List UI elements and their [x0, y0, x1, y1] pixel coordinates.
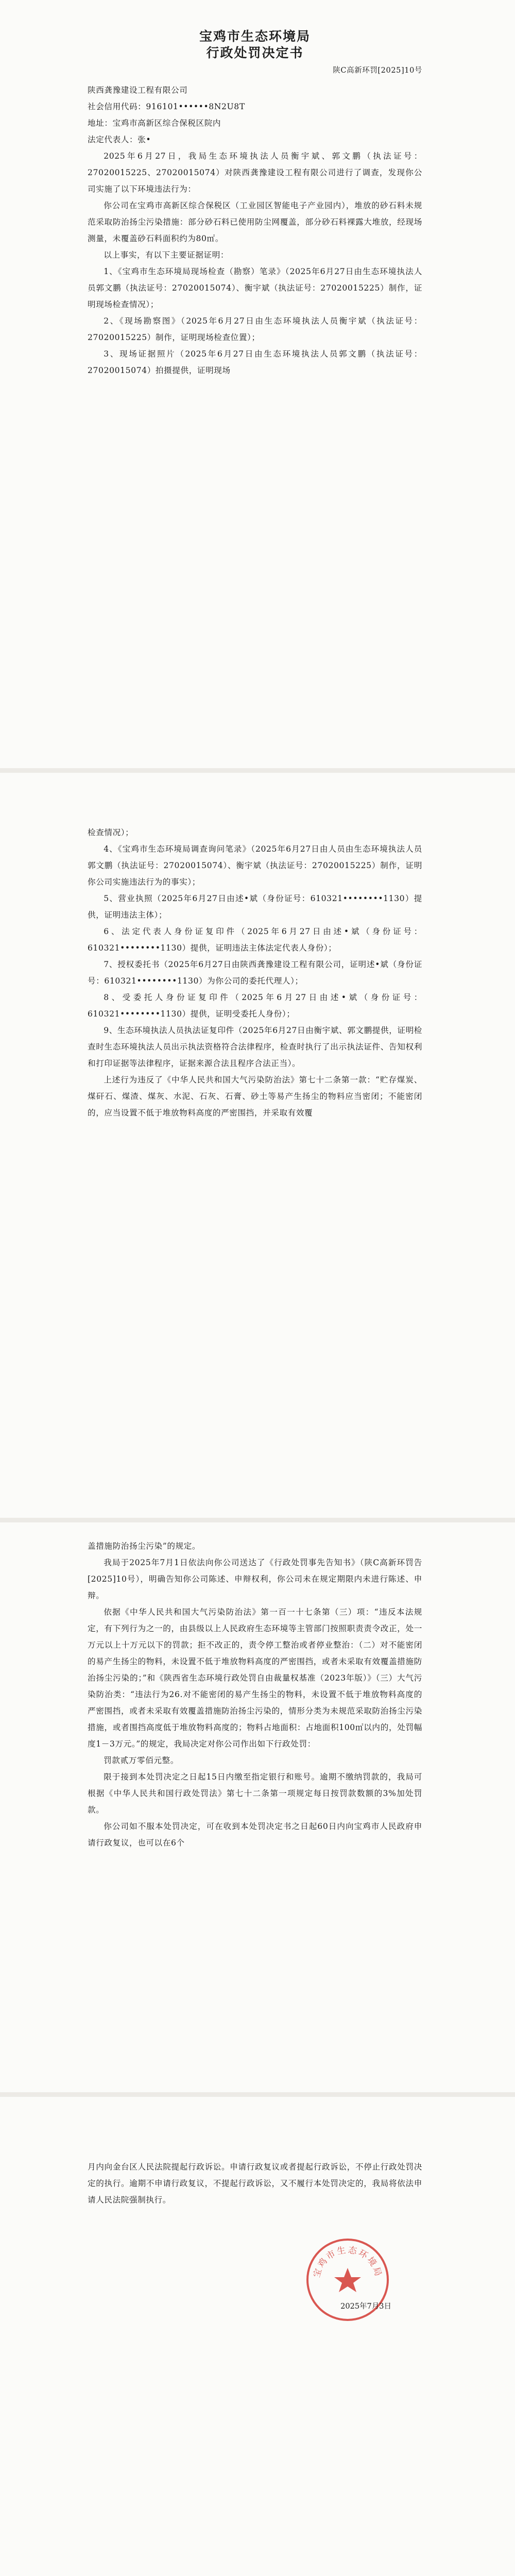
evidence-item: 4、《宝鸡市生态环境局调查询问笔录》（2025年6月27日由人员由生态环境执法人员郭文鹏（执法证号：27020015074）、衡宇斌（执法证号：27020015225）制作，证明你公司实施违法行为的事实）； — [88, 844, 422, 887]
evidence-item: 8、受委托人身份证复印件（2025年6月27日由述•斌（身份证号：610321••••••••1130）提供，证明受委托人身份）； — [88, 993, 422, 1019]
doc-title-type: 行政处罚决定书 — [206, 45, 304, 60]
paragraph: 上述行为违反了《中华人民共和国大气污染防治法》第七十二条第一款：“贮存煤炭、煤矸石、煤渣、煤灰、水泥、石灰、石膏、砂土等易产生扬尘的物料应当密闭；不能密闭的，应当设置不低于堆放物料高度的严密围挡，并采取有效覆 — [88, 1075, 422, 1117]
doc-number: 陕C高新环罚[2025]10号 — [333, 66, 422, 75]
party-legal-rep: 法定代表人：张• — [88, 135, 151, 144]
document-page-2 — [0, 773, 515, 1522]
paragraph: 你公司如不服本处罚决定，可在收到本处罚决定书之日起60日内向宝鸡市人民政府申请行政复议，也可以在6个 — [88, 1822, 422, 1848]
signature-date: 2025年7月3日 — [340, 2302, 391, 2311]
party-name: 陕西龚豫建设工程有限公司 — [88, 86, 188, 95]
penalty-amount: 罚款贰万零佰元整。 — [104, 1756, 179, 1765]
seal-text: 宝鸡市生态环境局 — [312, 2245, 384, 2279]
party-credit-code: 社会信用代码：916101••••••8N2U8T — [88, 102, 245, 111]
evidence-item: 9、生态环境执法人员执法证复印件（2025年6月27日由衡宇斌、郭文鹏提供，证明检查时生态环境执法人员出示执法资格符合法律程序，检查时执行了出示执法证件、告知权利和打印证据等法律程序，证据来源合法且程序合法正当）。 — [88, 1026, 422, 1068]
evidence-item: 2、《现场勘察图》（2025年6月27日由生态环境执法人员衡宇斌（执法证号：27020015225）制作，证明现场检查位置）； — [88, 316, 422, 342]
paragraph: 月内向金台区人民法院提起行政诉讼。申请行政复议或者提起行政诉讼，不停止行政处罚决定的执行。逾期不申请行政复议，不提起行政诉讼，又不履行本处罚决定的，我局将依法申请人民法院强制执行。 — [88, 2162, 422, 2205]
evidence-item: 5、营业执照（2025年6月27日由述•斌（身份证号：610321••••••••1130）提供，证明违法主体）； — [88, 894, 422, 920]
paragraph: 限于接到本处罚决定之日起15日内缴至指定银行和账号。逾期不缴纳罚款的，我局可根据《中华人民共和国行政处罚法》第七十二条第一项规定每日按罚款数额的3%加处罚款。 — [88, 1772, 422, 1815]
doc-title-agency: 宝鸡市生态环境局 — [199, 29, 311, 44]
paragraph: 依据《中华人民共和国大气污染防治法》第一百一十七条第（三）项：“违反本法规定，有下列行为之一的，由县级以上人民政府生态环境等主管部门按照职责责令改正，处一万元以上十万元以下的罚款；拒不改正的，责令停工整治或者停业整治：（二）对不能密闭的易产生扬尘的物料，未设置不低于堆放物料高度的严密围挡，或者未采取有效覆盖措施防治扬尘污染的；”和《陕西省生态环境行政处罚自由裁量权基准（2023年版）》（三）大气污染防治类：“违法行为26.对不能密闭的易产生扬尘的物料，未设置不低于堆放物料高度的严密围挡，或者未采取有效覆盖措施防治扬尘污染的，情形分类为未规范采取防治扬尘污染措施，或者围挡高度低于堆放物料高度的；物料占地面积：占地面积100㎡以内的，处罚幅度1－3万元。”的规定，我局决定对你公司作出如下行政处罚： — [88, 1607, 422, 1749]
page-1-content — [88, 28, 422, 379]
paragraph: 2025年6月27日，我局生态环境执法人员衡宇斌、郭文鹏（执法证号：27020015225、27020015074）对陕西龚豫建设工程有限公司进行了调查，发现你公司实施了以下环境违法行为： — [88, 151, 422, 194]
paragraph: 我局于2025年7月1日依法向你公司送达了《行政处罚事先告知书》（陕C高新环罚告[2025]10号），明确告知你公司陈述、申辩权利，你公司未在规定期限内未进行陈述、申辩。 — [88, 1558, 422, 1600]
party-address: 地址：宝鸡市高新区综合保税区院内 — [88, 118, 221, 128]
paragraph: 检查情况）； — [88, 828, 134, 837]
evidence-item: 1、《宝鸡市生态环境局现场检查（勘察）笔录》（2025年6月27日由生态环境执法人员郭文鹏（执法证号：27020015074）、衡宇斌（执法证号：27020015225）制作，证明现场检查情况）； — [88, 267, 422, 309]
document-page-4 — [0, 2097, 515, 2576]
page-3-content — [88, 1538, 422, 1851]
document-page-3 — [0, 1522, 515, 2097]
page-2-content — [88, 824, 422, 1121]
page-4-content — [88, 2159, 422, 2208]
evidence-item: 6、法定代表人身份证复印件（2025年6月27日由述•斌（身份证号：610321••••••••1130）提供，证明违法主体法定代表人身份）； — [88, 927, 422, 953]
evidence-item: 3、现场证据照片（2025年6月27日由生态环境执法人员郭文鹏（执法证号：27020015074）拍摄提供，证明现场 — [88, 349, 422, 375]
paragraph: 以上事实，有以下主要证据证明： — [104, 250, 229, 260]
document-page-1 — [0, 0, 515, 773]
paragraph: 你公司在宝鸡市高新区综合保税区（工业园区智能电子产业园内），堆放的砂石料未规范采取防治扬尘污染措施：部分砂石料已使用防尘网覆盖，部分砂石料裸露大堆放，经现场测量，未覆盖砂石料面积约为80㎡。 — [88, 201, 422, 243]
evidence-item: 7、授权委托书（2025年6月27日由陕西龚豫建设工程有限公司，证明述•斌（身份证号：610321••••••••1130）为你公司的委托代理人）； — [88, 960, 422, 986]
paragraph: 盖措施防治扬尘污染”的规定。 — [88, 1541, 201, 1551]
